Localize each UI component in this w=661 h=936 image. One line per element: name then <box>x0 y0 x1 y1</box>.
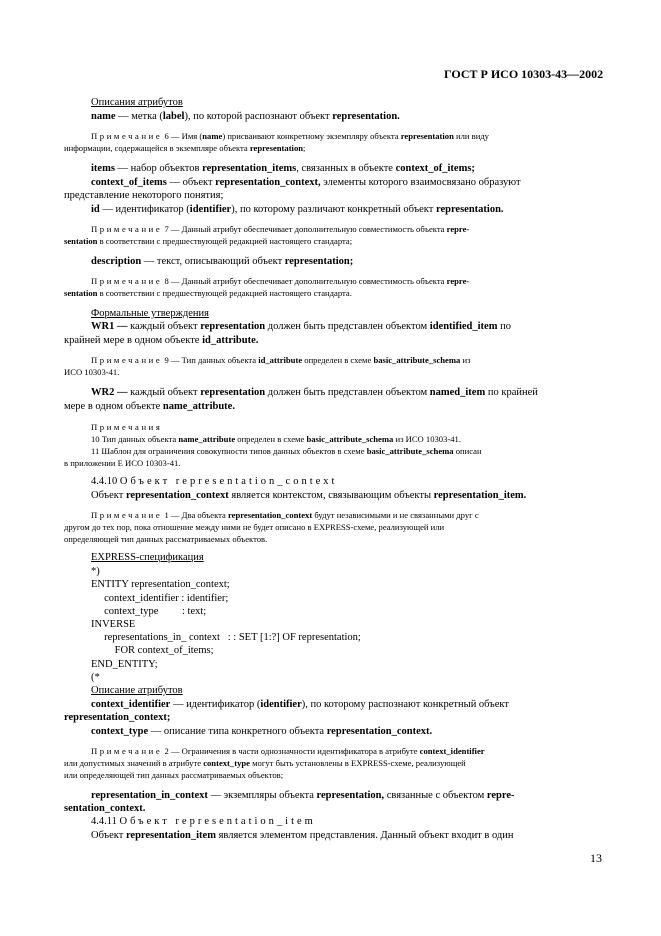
note-8-line2: sentation в соответствии с предшествующей редакцией настоящего стандарта. <box>64 288 352 298</box>
attr-context-of-items-line1: context_of_items — объект representation_context, элементы которого взаимосвязано образуют <box>91 177 521 188</box>
attr-representation-in-context-line1: representation_in_context — экземпляры объекта representation, связанные с объектом repre- <box>91 790 515 801</box>
page-number: 13 <box>590 851 602 865</box>
attr-section-title: Описания атрибутов <box>91 97 183 108</box>
note-11-line2: в приложении Е ИСО 10303-41. <box>64 458 181 468</box>
attr-context-identifier-line1: context_identifier — идентификатор (identifier), по которому распознают конкретный объект <box>91 699 509 710</box>
representation-item-def: Объект representation_item является элементом представления. Данный объект входит в один <box>91 830 514 841</box>
note-1-line2: другом до тех пор, пока отношение между ними не будет описано в EXPRESS-схеме, реализующей или <box>64 522 445 532</box>
note-7-line2: sentation в соответствии с предшествующей редакцией настоящего стандарта; <box>64 236 353 246</box>
attr-representation-in-context-line2: sentation_context. <box>64 803 146 814</box>
note-8-line1: Примечание 8 — Данный атрибут обеспечивает дополнительную совместимость объекта repre- <box>91 276 470 286</box>
note-10: 10 Тип данных объекта name_attribute определен в схеме basic_attribute_schema из ИСО 10303-41. <box>91 434 461 444</box>
wr1-line2: крайней мере в одном объекте id_attribute. <box>64 335 259 346</box>
code-line-1: *) <box>91 566 100 577</box>
note-6-line2: информации, содержащейся в экземпляре объекта representation; <box>64 143 306 153</box>
code-line-6: representations_in_ context : : SET [1:?] OF representation; <box>91 632 361 643</box>
attr-description-def: description — текст, описывающий объект representation; <box>91 256 354 267</box>
note-11-line1: 11 Шаблон для ограничения совокупности типов данных объектов в схеме basic_attribute_schema описан <box>91 446 482 456</box>
attr-items-def: items — набор объектов representation_items, связанных в объекте context_of_items; <box>91 163 475 174</box>
wr1-line1: WR1 — каждый объект representation должен быть представлен объектом identified_item по <box>91 321 511 332</box>
code-line-5: INVERSE <box>91 619 136 630</box>
attr-name-def: name — метка (label), по которой распознают объект representation. <box>91 111 400 122</box>
code-line-9: (* <box>91 672 100 683</box>
express-spec-title: EXPRESS-спецификация <box>91 552 204 563</box>
note-1-line3: определяющей тип данных рассматриваемых объектов. <box>64 534 268 544</box>
wr2-line2: мере в одном объекте name_attribute. <box>64 401 235 412</box>
section-4-4-11-heading: 4.4.11 Объект representation_item <box>91 816 316 827</box>
attr-context-identifier-line2: representation_context; <box>64 712 171 723</box>
note-9-line1: Примечание 9 — Тип данных объекта id_attribute определен в схеме basic_attribute_schema из <box>91 355 471 365</box>
code-line-2: ENTITY representation_context; <box>91 579 230 590</box>
attr-id-def: id — идентификатор (identifier), по которому различают конкретный объект representation. <box>91 204 504 215</box>
code-line-7: FOR context_of_items; <box>91 645 214 656</box>
code-line-3: context_identifier : identifier; <box>91 593 229 604</box>
attr-context-of-items-line2: представление некоторого понятия; <box>64 190 224 201</box>
note-2-line1: Примечание 2 — Ограничения в части однозначности идентификатора в атрибуте context_identifier <box>91 746 485 756</box>
representation-context-def: Объект representation_context является контекстом, связывающим объекты representation_item. <box>91 490 527 501</box>
note-1-line1: Примечание 1 — Два объекта representation_context будут независимыми и не связанными друг с <box>91 510 479 520</box>
note-6-line1: Примечание 6 — Имя (name) присваивают конкретному экземпляру объекта representation или виду <box>91 131 489 141</box>
attr-context-type-def: context_type — описание типа конкретного объекта representation_context. <box>91 726 433 737</box>
code-line-8: END_ENTITY; <box>91 659 158 670</box>
note-9-line2: ИСО 10303-41. <box>64 367 120 377</box>
note-2-line3: или определяющей тип данных рассматриваемых объектов; <box>64 770 284 780</box>
notes-label: Примечания <box>91 422 163 432</box>
wr2-line1: WR2 — каждый объект representation должен быть представлен объектом named_item по крайней <box>91 387 538 398</box>
note-2-line2: или допустимых значений в атрибуте context_type могут быть установлены в EXPRESS-схеме, реализующей <box>64 758 466 768</box>
note-7-line1: Примечание 7 — Данный атрибут обеспечивает дополнительную совместимость объекта repre- <box>91 224 470 234</box>
code-line-4: context_type : text; <box>91 606 207 617</box>
attr-section-title-2: Описание атрибутов <box>91 685 183 696</box>
formal-section-title: Формальные утверждения <box>91 308 209 319</box>
section-4-4-10-heading: 4.4.10 Объект representation_context <box>91 476 338 487</box>
page-header: ГОСТ Р ИСО 10303-43—2002 <box>444 67 604 81</box>
